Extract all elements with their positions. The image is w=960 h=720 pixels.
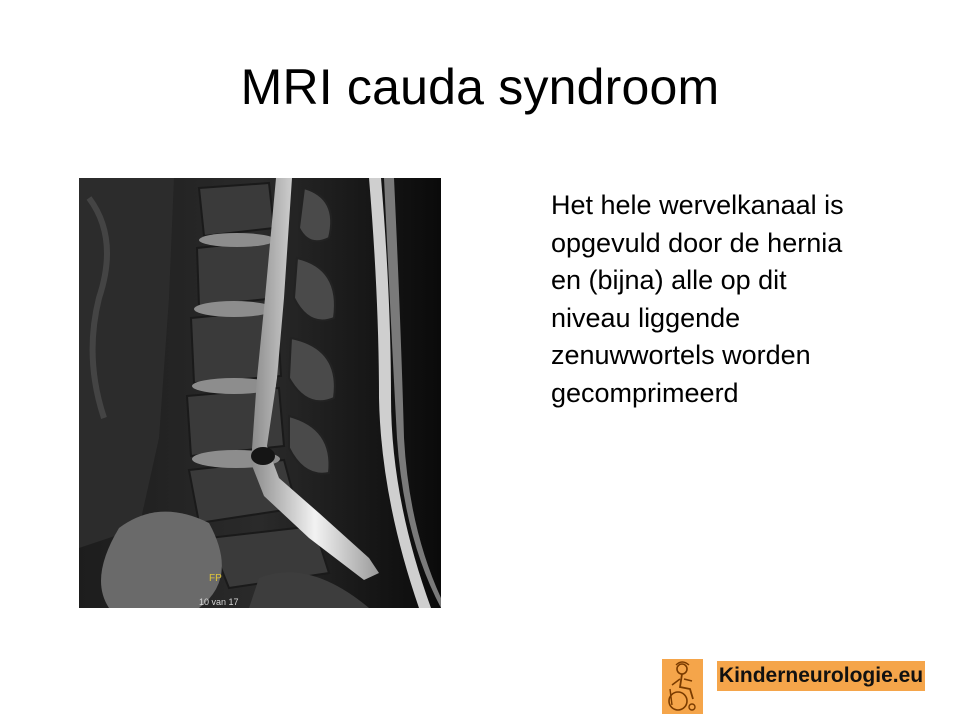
- logo-text: Kinderneurologie.eu: [717, 661, 925, 691]
- slide-body-text: [551, 187, 911, 412]
- slide-title: MRI cauda syndroom: [240, 59, 720, 115]
- mri-scan-graphic: [79, 178, 441, 608]
- mri-image: [79, 178, 441, 608]
- body-line: gecomprimeerd: [551, 377, 739, 408]
- mri-slice-label: 10 van 17: [199, 597, 239, 607]
- body-line: niveau liggende: [551, 302, 741, 333]
- site-logo: [662, 659, 928, 714]
- body-line: en (bijna) alle op dit: [551, 265, 787, 295]
- mri-overlay-label: FP: [209, 573, 222, 584]
- body-line: opgevuld door de hernia: [551, 227, 843, 258]
- body-line: Het hele wervelkanaal is: [551, 190, 844, 220]
- body-line: zenuwwortels worden: [551, 340, 811, 370]
- child-wheelchair-icon: [662, 659, 703, 714]
